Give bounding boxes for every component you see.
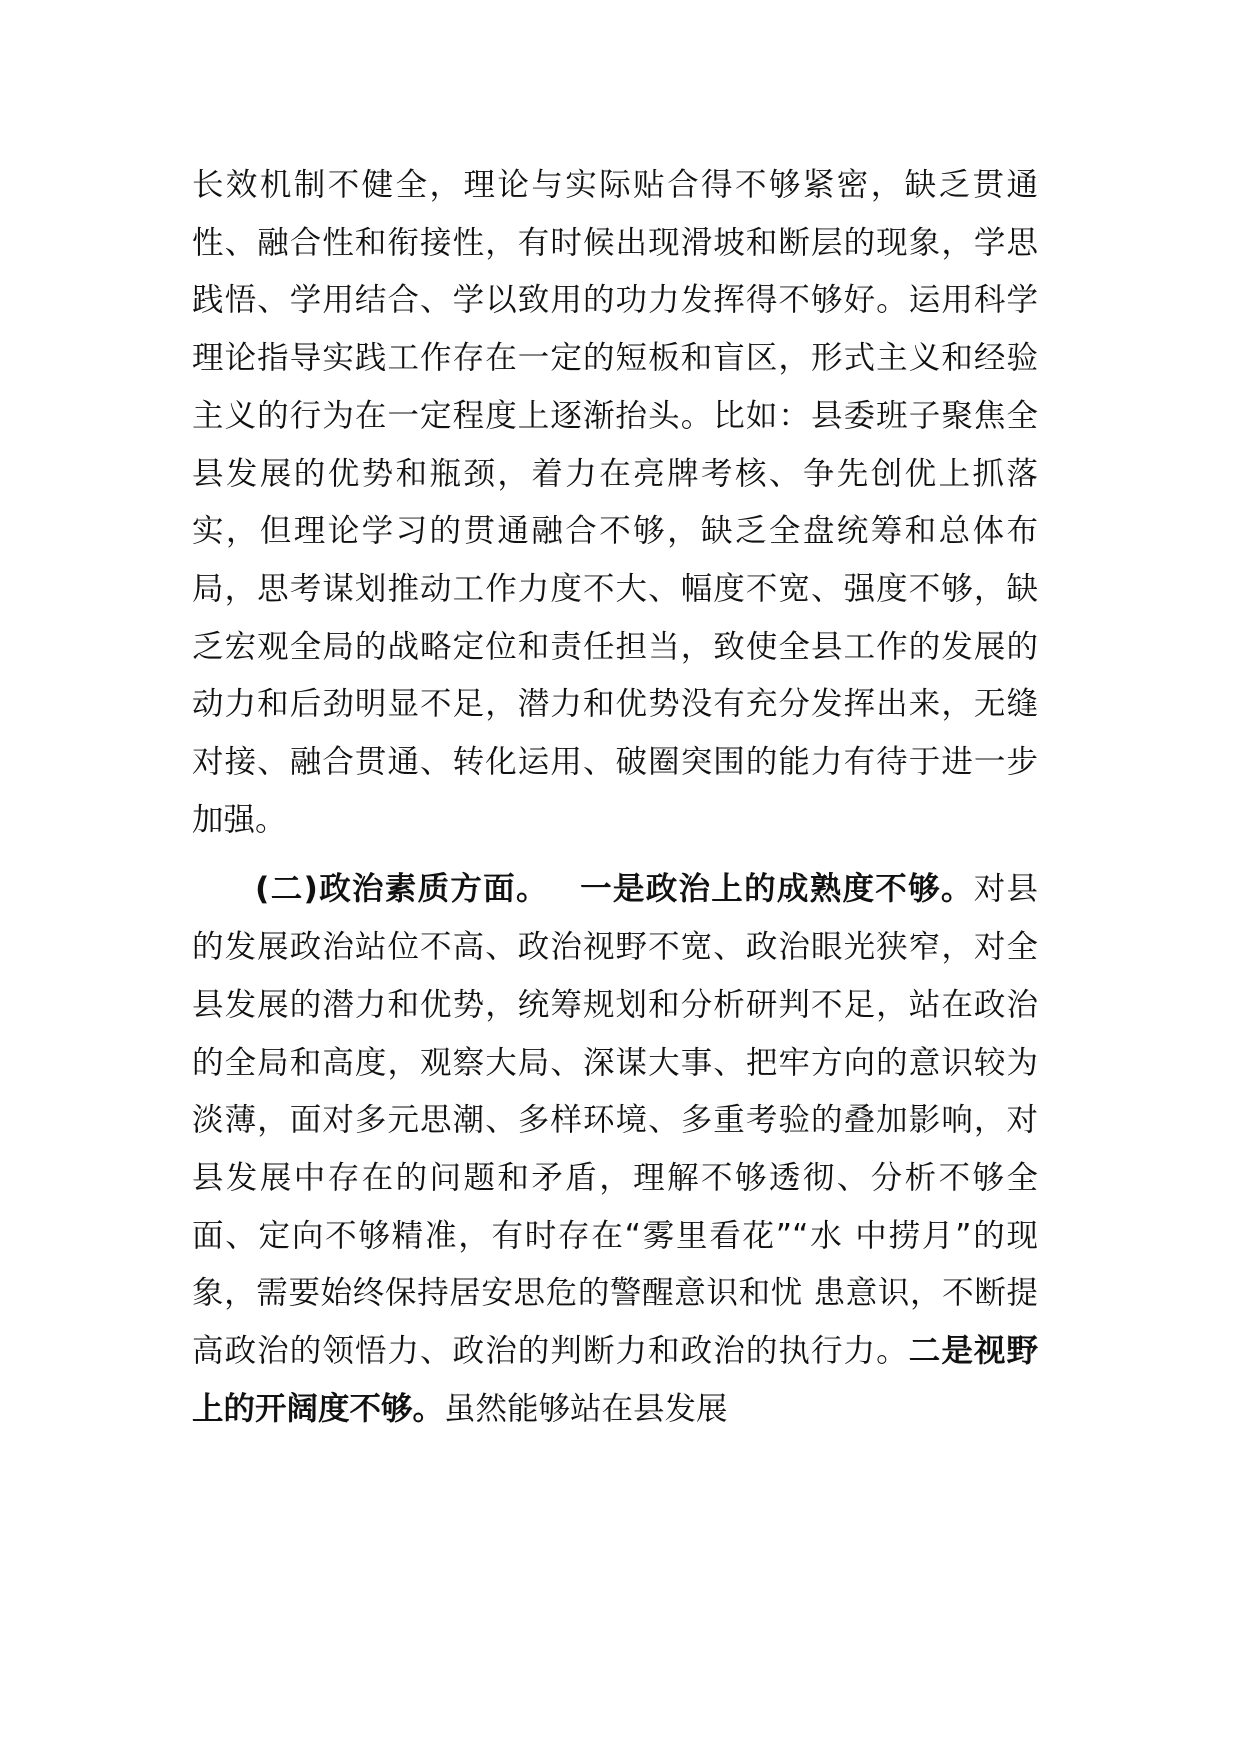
point-2-text: 虽然能够站在县发展 <box>444 1390 728 1427</box>
paragraph-1-text: 长效机制不健全，理论与实际贴合得不够紧密，缺乏贯通性、融合性和衔接性，有时候出现滑坡和断层的现象，学思践悟、学用结合、学以致用的功力发挥得不够好。运用科学理论指导实践工作存在一定的短板和盲区，形式主义和经验主义的行为在一定程度上逐渐抬头。比如：县委班子聚焦全县发展的优势和瓶颈，着力在亮牌考核、争先创优上抓落实，但理论学习的贯通融合不够，缺乏全盘统筹和总体布局，思考谋划推动工作力度不大、幅度不宽、强度不够，缺乏宏观全局的战略定位和责任担当，致使全县工作的发展的动力和后劲明显不足，潜力和优势没有充分发挥出来，无缝对接、融合贯通、转化运用、破圈突围的能力有待于进一步加强。 <box>192 167 1038 838</box>
point-1-text: 对县的发展政治站位不高、政治视野不宽、政治眼光狭窄，对全县发展的潜力和优势，统筹规划和分析研判不足，站在政治的全局和高度，观察大局、深谋大事、把牢方向的意识较为淡薄，面对多元思潮、多样环境、多重考验的叠加影响，对县发展中存在的问题和矛盾，理解不够透彻、分析不够全面、定向不够精准，有时存在“雾里看花”“水 中捞月”的现象，需要始终保持居安思危的警醒意识和忧 患意识，不断提高政治的领悟力、政治的判断力和政治的执行力。 <box>192 871 1038 1370</box>
document-body <box>192 157 1038 1438</box>
point-2-heading: 二是视野上的开阔度不够。 <box>192 1333 1038 1427</box>
paragraph-1 <box>192 157 1038 849</box>
paragraph-2 <box>192 861 1038 1438</box>
section-heading: (二)政治素质方面。 <box>255 871 549 908</box>
point-1-heading: 一是政治上的成熟度不够。 <box>578 871 974 908</box>
